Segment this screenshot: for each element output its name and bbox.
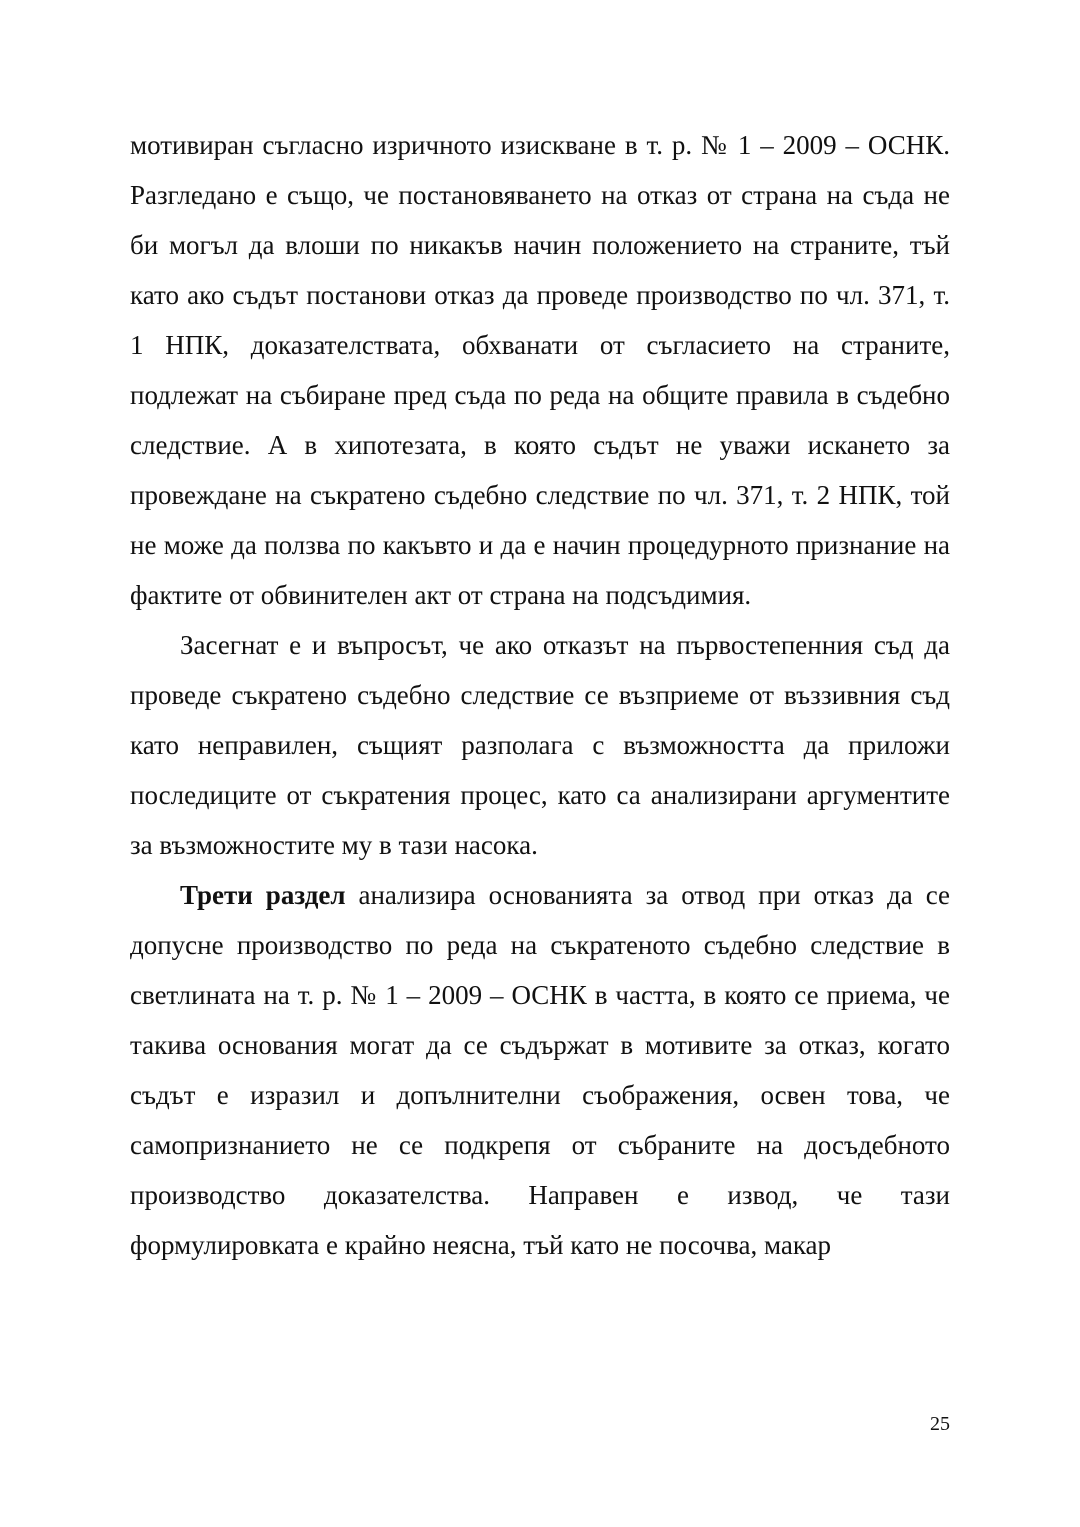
paragraph-2: Засегнат е и въпросът, че ако отказът на първостепенния съд да проведе съкратено съдебно следствие се възприеме от въззивния съд като неправилен, същият разполага с възможността да приложи последиците от съкратения процес, като са анализирани аргументите за възможностите му в тази насока. — [130, 630, 950, 860]
section-heading-bold: Трети раздел — [180, 880, 346, 910]
paragraph-1: мотивиран съгласно изричното изискване в т. р. № 1 – 2009 – ОСНК. Разгледано е също, че постановяването на отказ от страна на съда не би могъл да влоши по никакъв начин положението на страните, тъй като ако съдът постанови отказ да проведе производство по чл. 371, т. 1 НПК, доказателствата, обхванати от съгласието на страните, подлежат на събиране пред съда по реда на общите правила в съдебно следствие. А в хипотезата, в която съдът не уважи искането за провеждане на съкратено съдебно следствие по чл. 371, т. 2 НПК, той не може да ползва по какъвто и да е начин процедурното признание на фактите от обвинителен акт от страна на подсъдимия. — [130, 130, 950, 610]
page-body — [130, 120, 950, 1270]
paragraph-3 — [130, 870, 950, 1270]
page-number: 25 — [930, 1413, 950, 1435]
paragraph-3-text: анализира основанията за отвод при отказ да се допусне производство по реда на съкратеното съдебно следствие в светлината на т. р. № 1 – 2009 – ОСНК в частта, в която се приема, че такива основания могат да се съдържат в мотивите за отказ, когато съдът е изразил и допълнителни съображения, освен това, че самопризнанието не се подкрепя от събраните на досъдебното производство доказателства. Направен е извод, че тази формулировката е крайно неясна, тъй като не посочва, макар — [130, 880, 950, 1260]
